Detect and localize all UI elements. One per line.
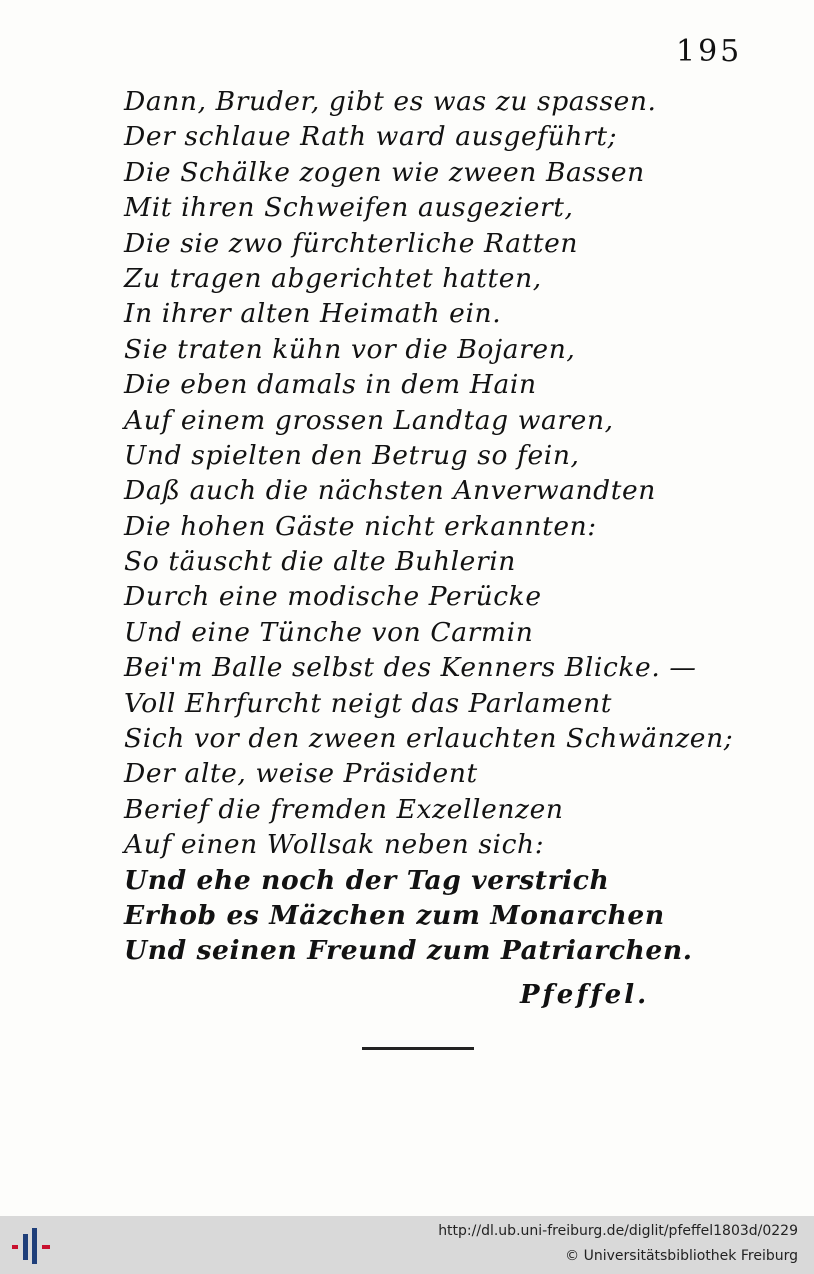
poem-line: Die hohen Gäste nicht erkannten:: [124, 510, 597, 542]
poem-line: Voll Ehrfurcht neigt das Parlament: [124, 687, 612, 719]
poem-line: Die eben damals in dem Hain: [124, 369, 537, 401]
poem-line: Mit ihren Schweifen ausgeziert,: [124, 192, 574, 224]
poem-line: So täuscht die alte Buhlerin: [124, 546, 516, 578]
poem-line: Auf einem grossen Landtag waren,: [124, 404, 614, 436]
footer-bar: [0, 1216, 814, 1274]
poem-text: [124, 84, 734, 969]
poem-line: Die sie zwo fürchterliche Ratten: [124, 227, 579, 259]
poem-line: Zu tragen abgerichtet hatten,: [124, 262, 542, 294]
poem-line: Erhob es Mäzchen zum Monarchen: [124, 899, 665, 931]
poem-line: Sich vor den zween erlauchten Schwänzen;: [124, 723, 734, 755]
ub-freiburg-logo-icon[interactable]: [10, 1226, 52, 1266]
poem-line: Dann, Bruder, gibt es was zu spassen.: [124, 86, 657, 117]
poem-line: Sie traten kühn vor die Bojaren,: [124, 333, 576, 365]
poem-line: Die Schälke zogen wie zween Bassen: [124, 156, 645, 188]
end-rule: [362, 1047, 474, 1050]
poem-line: Der alte, weise Präsident: [124, 758, 478, 790]
poem-line: Durch eine modische Perücke: [124, 581, 542, 613]
poem-line: Und ehe noch der Tag verstrich: [124, 864, 610, 896]
page-number: 195: [676, 34, 743, 69]
poem-line: Und spielten den Betrug so fein,: [124, 439, 580, 471]
poem-line: Daß auch die nächsten Anverwandten: [124, 475, 656, 507]
poem-line: Berief die fremden Exzellenzen: [124, 793, 564, 825]
poem-line: Der schlaue Rath ward ausgeführt;: [124, 121, 618, 153]
poem-line: Bei'm Balle selbst des Kenners Blicke. —: [124, 652, 697, 684]
poem-line: Und eine Tünche von Carmin: [124, 616, 534, 648]
copyright-notice: © Universitätsbibliothek Freiburg: [565, 1248, 798, 1264]
poem-line: In ihrer alten Heimath ein.: [124, 298, 502, 330]
author-signature: Pfeffel.: [520, 980, 650, 1010]
poem-line: Auf einen Wollsak neben sich:: [124, 829, 545, 861]
poem-line: Und seinen Freund zum Patriarchen.: [124, 935, 693, 967]
source-url[interactable]: http://dl.ub.uni-freiburg.de/diglit/pfeffel1803d/0229: [438, 1223, 798, 1239]
